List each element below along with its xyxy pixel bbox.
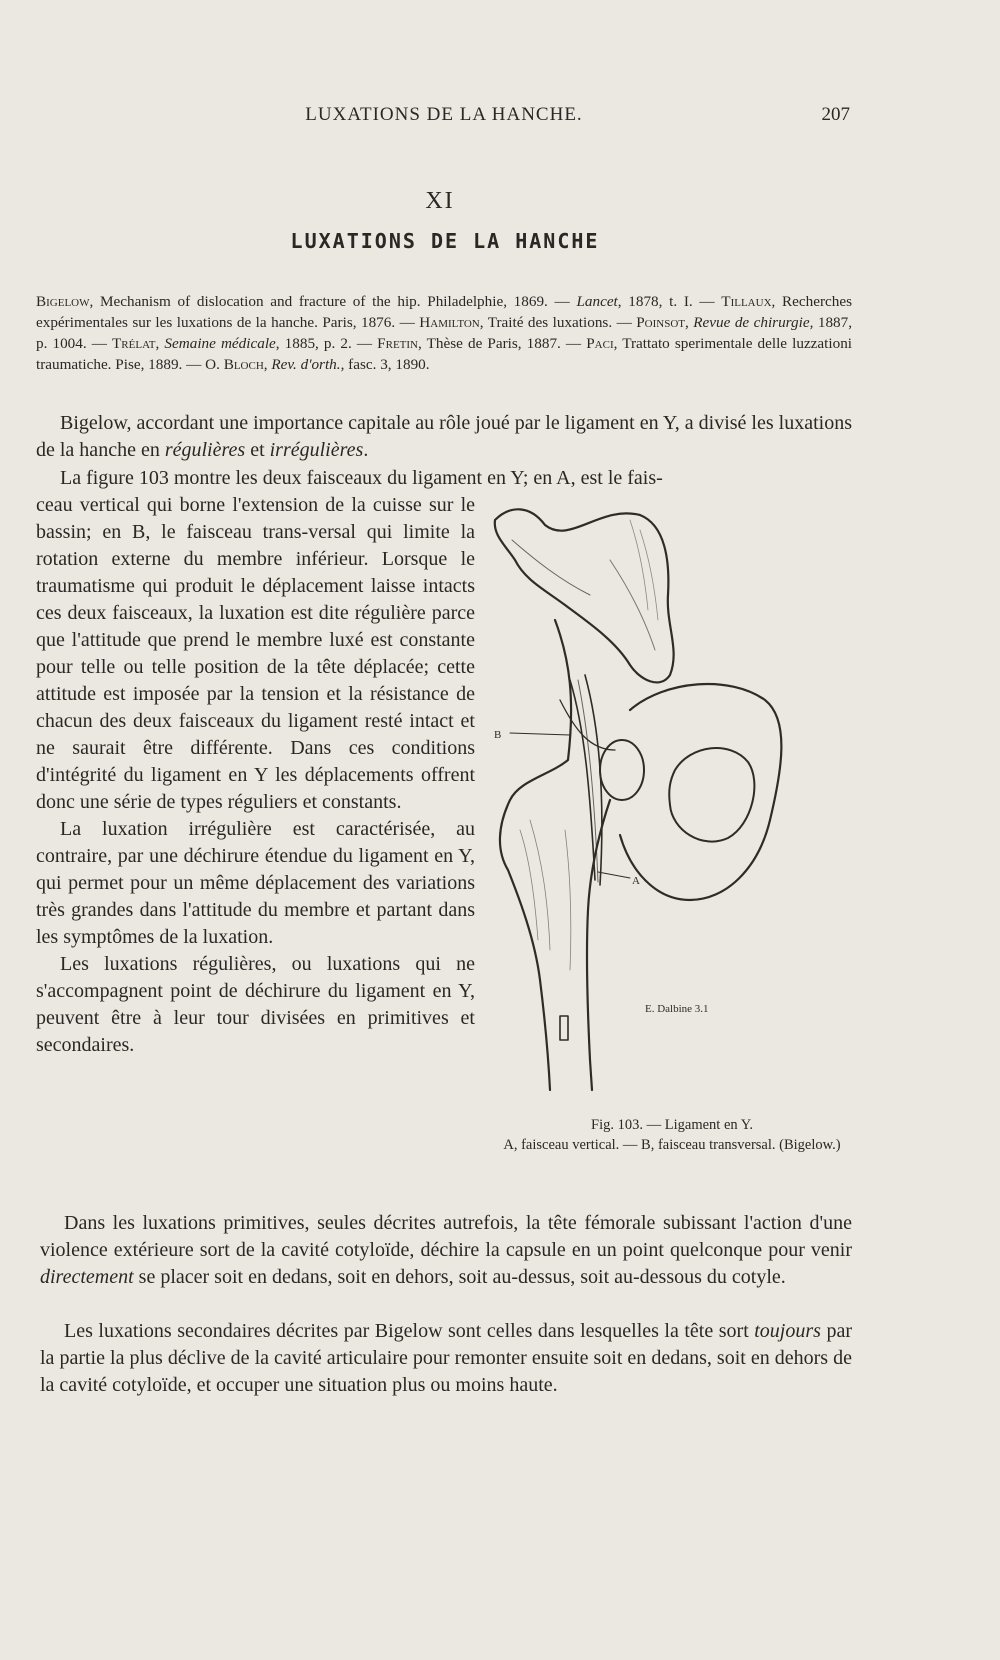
bib-text: ,: [685, 314, 694, 331]
paragraph-text: se placer soit en dedans, soit en dehors, soit au-dessus, soit au-dessous du cotyle.: [133, 1266, 786, 1288]
bib-text: , Traité des luxations. —: [479, 314, 637, 331]
bib-text: , 1887, p. 1004. —: [36, 314, 853, 352]
bib-author: Poinsot: [636, 314, 686, 331]
bib-text: ,: [263, 356, 272, 373]
bib-author: O. Bloch: [205, 356, 264, 373]
bib-author: Tillaux: [721, 293, 772, 310]
paragraph-regular: Les luxations régulières, ou luxations qui ne s'accompagnent point de déchirure du ligament en Y, peuvent être à leur tour divisées en primitives et secondaires.: [36, 953, 475, 1056]
caption-title: Fig. 103. — Ligament en Y.: [591, 1117, 753, 1133]
bib-journal: Revue de chirurgie: [693, 314, 810, 331]
bib-author: Bigelow: [36, 293, 90, 310]
bib-author: Trélat: [112, 335, 156, 352]
bib-journal: Semaine médicale: [164, 335, 276, 352]
bib-text: , Thèse de Paris, 1887. —: [418, 335, 587, 352]
paragraph-irregular: La luxation irrégulière est caractérisée, au contraire, par une déchirure étendue du ligament en Y, qui permet pour un même déplacement des variations très grandes dans l'attitude du membre et partant dans les symptômes de la luxation.: [36, 818, 475, 948]
bib-author: Fretin: [377, 335, 419, 352]
paragraph-primitive: [40, 1210, 852, 1291]
paragraph-text: par la partie la plus déclive de la cavité articulaire pour remonter ensuite soit en dedans, soit en dehors de la cavité cotyloïde, et occuper une situation plus ou moins haute.: [40, 1320, 852, 1396]
paragraph-text: Dans les luxations primitives, seules décrites autrefois, la tête fémorale subissant l'action d'une violence extérieure sort de la cavité cotyloïde, déchire la capsule en un point quelconque pour venir: [40, 1212, 852, 1261]
page-number: 207: [821, 104, 850, 125]
emphasis: irrégulières: [269, 439, 364, 461]
paragraph-text: .: [363, 439, 369, 461]
chapter-title: LUXATIONS DE LA HANCHE: [290, 229, 600, 253]
label-b: B: [494, 729, 502, 741]
bib-text: ,: [155, 335, 165, 352]
emphasis: directement: [40, 1266, 134, 1288]
bib-text: , Mechanism of dislocation and fracture of the hip. Philadelphie, 1869. —: [89, 293, 577, 310]
running-title: LUXATIONS DE LA HANCHE.: [305, 104, 583, 125]
bib-text: , fasc. 3, 1890.: [340, 356, 430, 373]
paragraph-intro: [36, 410, 852, 464]
bib-text: , 1878, t. I. —: [617, 293, 722, 310]
bib-text: , 1885, p. 2. —: [275, 335, 378, 352]
figure-caption: [492, 1115, 852, 1155]
bib-author: Hamilton: [419, 314, 480, 331]
chapter-number: XI: [425, 188, 455, 214]
bib-text: , Recherches expérimentales sur les luxations de la hanche. Paris, 1876. —: [36, 293, 852, 331]
paragraph-figure-first-line: La figure 103 montre les deux faisceaux du ligament en Y; en A, est le fais-: [60, 467, 663, 489]
caption-legend: A, faisceau vertical. — B, faisceau transversal. (Bigelow.): [503, 1137, 841, 1153]
paragraph-text: et: [245, 439, 270, 461]
bib-journal: Lancet: [576, 293, 618, 310]
illustrator-signature: E. Dalbine 3.1: [645, 1003, 709, 1015]
bibliography: [36, 291, 852, 375]
figure-hip-ligament: [490, 500, 852, 1100]
emphasis: toujours: [754, 1320, 821, 1342]
hip-bone-illustration: [490, 500, 852, 1100]
text-column-left: [36, 492, 475, 1059]
bib-author: Paci: [586, 335, 614, 352]
paragraph-figure-description: ceau vertical qui borne l'extension de la cuisse sur le bassin; en B, le faisceau trans-versal qui limite la rotation externe du membre inférieur. Lorsque le traumatisme qui produit le déplacement laisse intacts ces deux faisceaux, la luxation est dite régulière parce que l'attitude que prend le membre luxé est constante pour telle ou telle position de la tête déplacée; cette attitude est imposée par la tension et la résistance de chacun des deux faisceaux du ligament resté intact et ne saurait être différente. Dans ces conditions d'intégrité du ligament en Y les déplacements offrent donc une série de types réguliers et constants.: [36, 494, 475, 813]
running-head: [38, 104, 850, 134]
paragraph-text: Bigelow, accordant une importance capitale au rôle joué par le ligament en Y, a divisé les luxations de la hanche en: [36, 412, 852, 461]
label-a: A: [632, 875, 640, 887]
paragraph-secondary: [40, 1318, 852, 1399]
emphasis: régulières: [164, 439, 246, 461]
paragraph-text: Les luxations secondaires décrites par Bigelow sont celles dans lesquelles la tête sort: [64, 1320, 755, 1342]
bib-journal: Rev. d'orth.: [271, 356, 341, 373]
bib-text: , Trattato sperimentale delle luzzationi traumatiche. Pise, 1889. —: [36, 335, 853, 373]
